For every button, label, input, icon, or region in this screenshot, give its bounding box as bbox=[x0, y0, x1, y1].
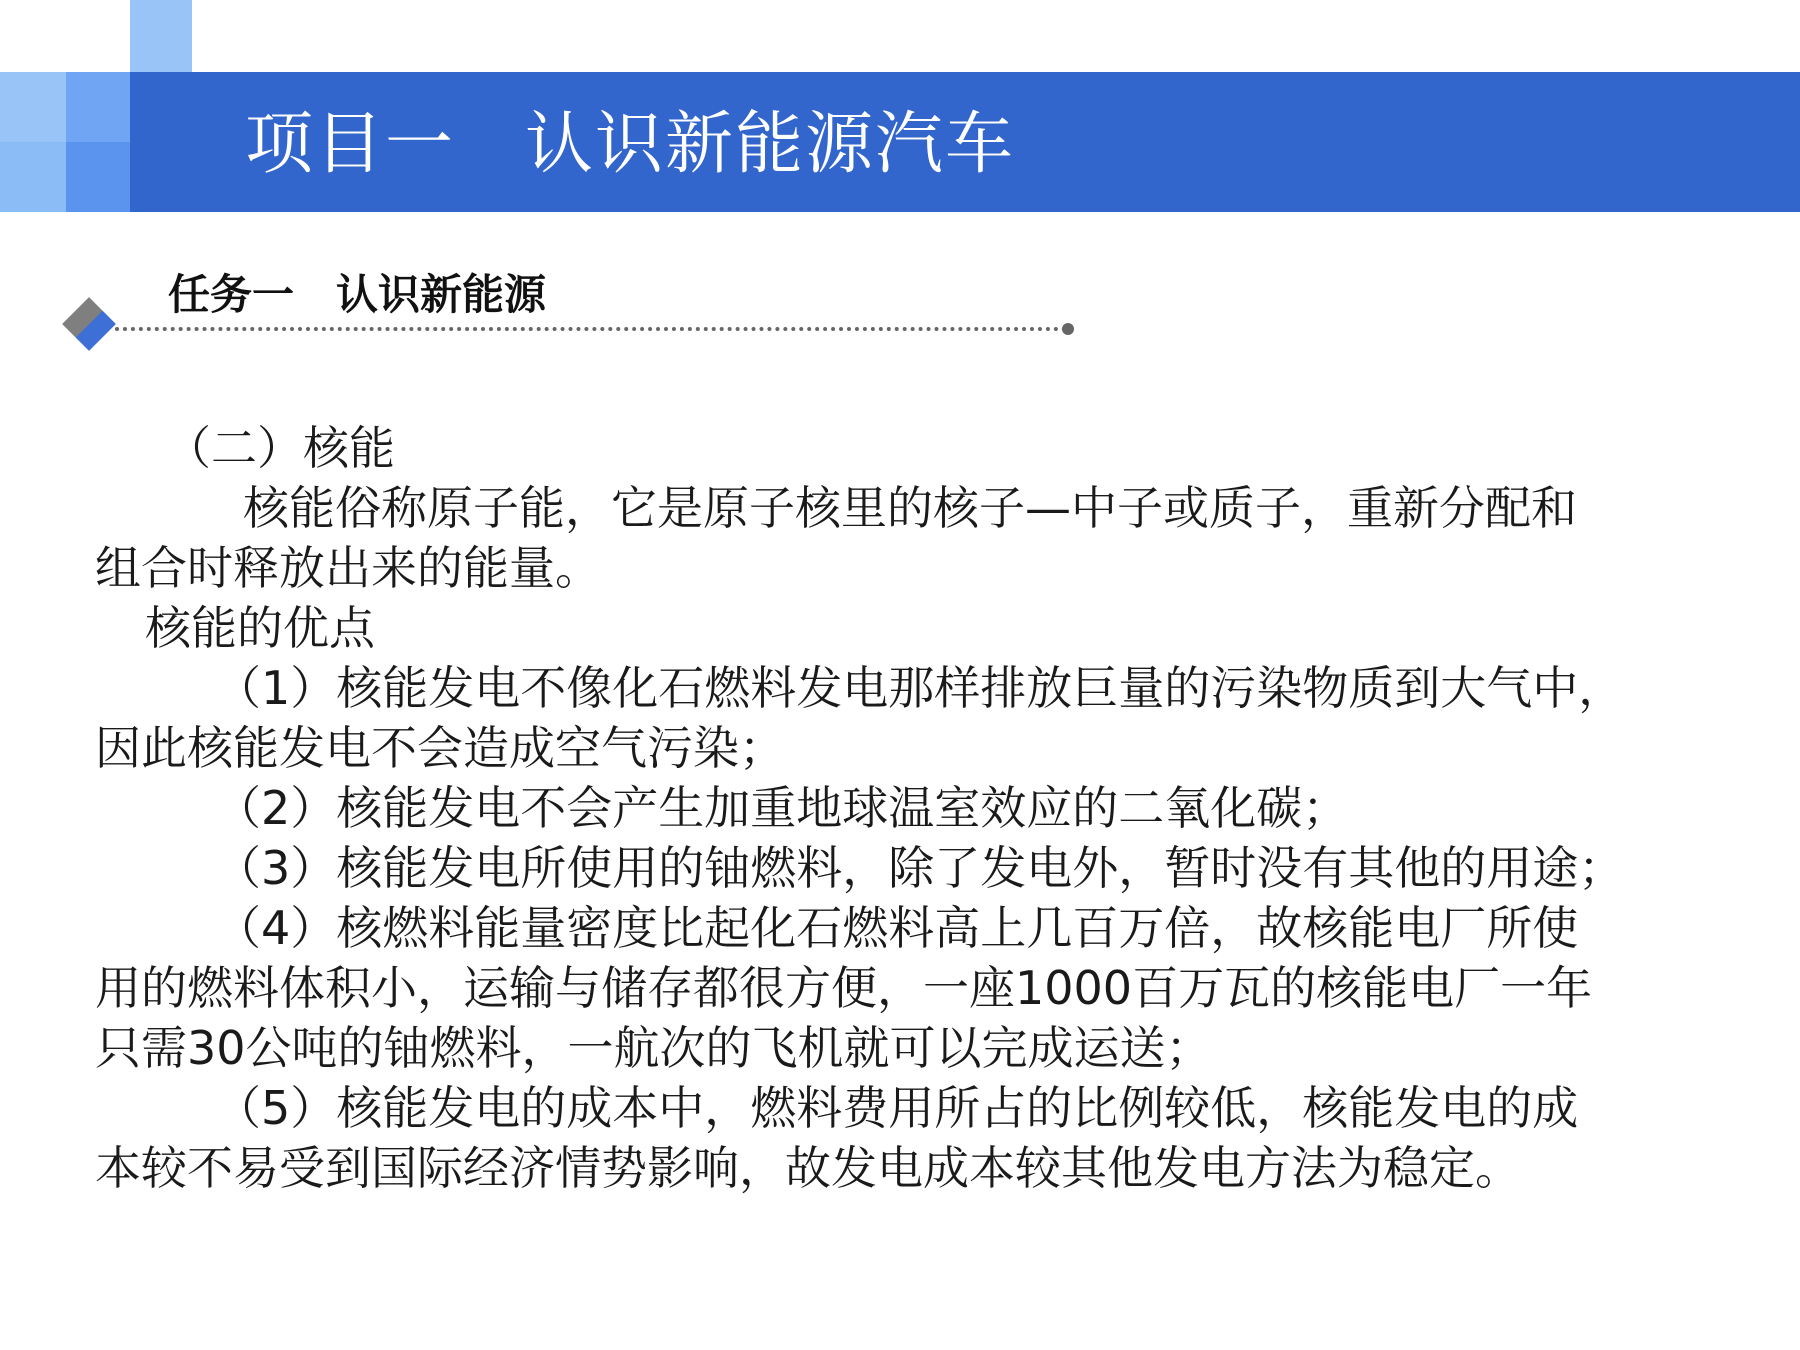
task-title: 任务一 认识新能源 bbox=[168, 270, 547, 319]
list-item-continuation: 用的燃料体积小，运输与储存都很方便，一座1000百万瓦的核能电厂一年 bbox=[95, 961, 1593, 1015]
deco-square bbox=[66, 72, 130, 142]
list-item: （3）核能发电所使用的铀燃料，除了发电外，暂时没有其他的用途； bbox=[215, 841, 1625, 895]
list-item: （4）核燃料能量密度比起化石燃料高上几百万倍，故核能电厂所使 bbox=[215, 901, 1579, 955]
section-heading: （二）核能 bbox=[165, 421, 395, 475]
list-item-continuation: 本较不易受到国际经济情势影响，故发电成本较其他发电方法为稳定。 bbox=[95, 1141, 1521, 1195]
deco-square bbox=[0, 142, 66, 212]
list-item: （1）核能发电不像化石燃料发电那样排放巨量的污染物质到大气中， bbox=[215, 661, 1625, 715]
dotted-divider bbox=[115, 327, 1067, 331]
list-item-continuation: 只需30公吨的铀燃料，一航次的飞机就可以完成运送； bbox=[95, 1021, 1212, 1075]
divider-end-dot bbox=[1062, 323, 1074, 335]
deco-square bbox=[130, 0, 192, 72]
list-item: （2）核能发电不会产生加重地球温室效应的二氧化碳； bbox=[215, 781, 1349, 835]
list-item: （5）核能发电的成本中，燃料费用所占的比例较低，核能发电的成 bbox=[215, 1081, 1579, 1135]
slide-title: 项目一 认识新能源汽车 bbox=[245, 105, 1016, 184]
deco-square bbox=[66, 142, 130, 212]
diamond-bullet-icon bbox=[62, 297, 116, 351]
slide-body bbox=[95, 418, 1715, 1198]
list-item-continuation: 因此核能发电不会造成空气污染； bbox=[95, 721, 785, 775]
paragraph-line: 核能俗称原子能，它是原子核里的核子—中子或质子，重新分配和 bbox=[243, 481, 1577, 535]
paragraph-line: 组合时释放出来的能量。 bbox=[95, 541, 601, 595]
subheading: 核能的优点 bbox=[145, 601, 375, 655]
